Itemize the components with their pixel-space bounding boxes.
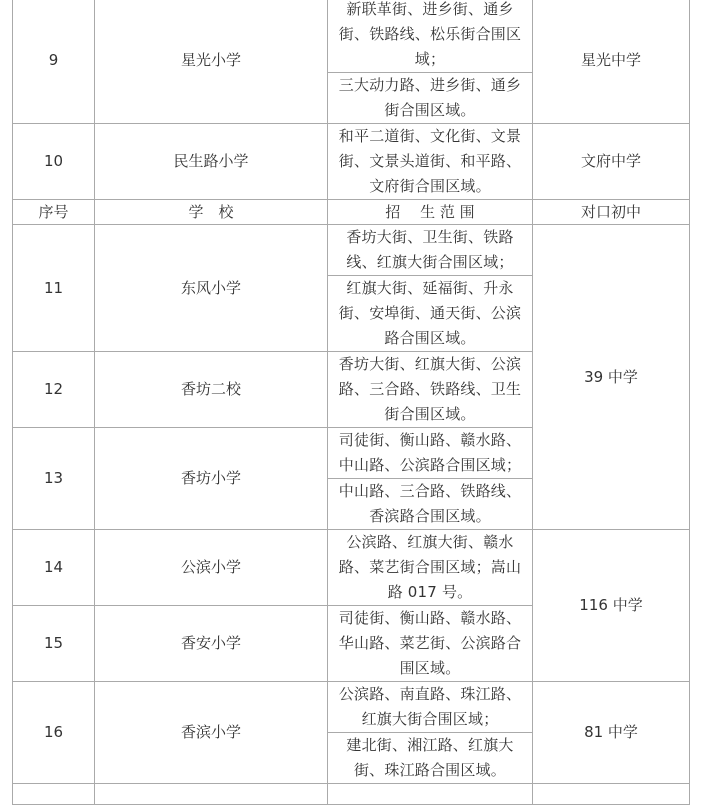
seq-cell: 11 xyxy=(13,225,95,352)
seq-cell: 14 xyxy=(13,530,95,606)
range-cell: 香坊大街、卫生街、铁路线、红旗大街合围区域； xyxy=(328,225,533,276)
range-cell: 司徒街、衡山路、赣水路、中山路、公滨路合围区域； xyxy=(328,428,533,479)
header-seq: 序号 xyxy=(13,200,95,225)
middle-school-cell: 39 中学 xyxy=(533,225,690,530)
seq-cell: 15 xyxy=(13,606,95,682)
school-cell: 公滨小学 xyxy=(95,530,328,606)
range-cell: 红旗大街、延福街、升永街、安埠街、通天街、公滨路合围区域。 xyxy=(328,276,533,352)
range-cell: 和平二道街、文化街、文景街、文景头道街、和平路、文府街合围区域。 xyxy=(328,124,533,200)
range-cell: 公滨路、红旗大街、赣水路、菜艺街合围区域；嵩山路 017 号。 xyxy=(328,530,533,606)
school-cell: 香滨小学 xyxy=(95,682,328,784)
table-header-row xyxy=(13,200,690,225)
range-cell: 中山路、三合路、铁路线、香滨路合围区域。 xyxy=(328,479,533,530)
seq-cell: 12 xyxy=(13,352,95,428)
table-row xyxy=(13,784,690,805)
seq-cell: 10 xyxy=(13,124,95,200)
range-cell: 香坊大街、红旗大街、公滨路、三合路、铁路线、卫生街合围区域。 xyxy=(328,352,533,428)
school-cell: 东风小学 xyxy=(95,225,328,352)
school-cell: 香安小学 xyxy=(95,606,328,682)
header-school: 学 校 xyxy=(95,200,328,225)
range-cell: 公滨路、南直路、珠江路、红旗大街合围区域； xyxy=(328,682,533,733)
school-cell: 香坊二校 xyxy=(95,352,328,428)
range-cell: 司徒街、衡山路、赣水路、华山路、菜艺街、公滨路合围区域。 xyxy=(328,606,533,682)
enrollment-table xyxy=(12,0,690,805)
seq-cell: 13 xyxy=(13,428,95,530)
table-row xyxy=(13,225,690,276)
table-row xyxy=(13,124,690,200)
middle-school-cell: 星光中学 xyxy=(533,0,690,124)
middle-school-cell: 文府中学 xyxy=(533,124,690,200)
school-cell: 星光小学 xyxy=(95,0,328,124)
middle-school-cell: 116 中学 xyxy=(533,530,690,682)
middle-school-cell: 81 中学 xyxy=(533,682,690,784)
seq-cell: 9 xyxy=(13,0,95,124)
table-row xyxy=(13,0,690,73)
range-cell: 建北街、湘江路、红旗大街、珠江路合围区域。 xyxy=(328,733,533,784)
range-cell: 三大动力路、进乡街、通乡街合围区域。 xyxy=(328,73,533,124)
header-range: 招 生 范 围 xyxy=(328,200,533,225)
header-middle-school: 对口初中 xyxy=(533,200,690,225)
table-row xyxy=(13,530,690,606)
school-cell: 民生路小学 xyxy=(95,124,328,200)
table-row xyxy=(13,682,690,733)
seq-cell: 16 xyxy=(13,682,95,784)
range-cell: 新联革街、进乡街、通乡街、铁路线、松乐街合围区域； xyxy=(328,0,533,73)
school-cell: 香坊小学 xyxy=(95,428,328,530)
